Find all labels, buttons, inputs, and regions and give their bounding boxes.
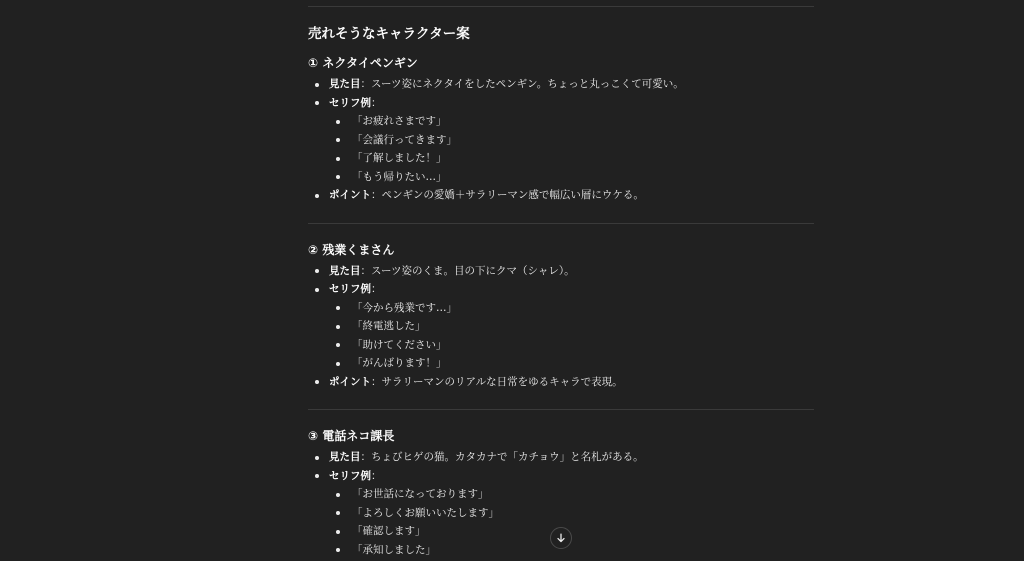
character-section-1	[308, 55, 814, 205]
quote-item: 「助けてください」	[308, 336, 814, 355]
quote-item: 「了解しました！」	[308, 149, 814, 168]
list-item	[308, 262, 814, 281]
character-section-2	[308, 242, 814, 392]
divider	[308, 223, 814, 224]
lines-label: セリフ例	[329, 96, 371, 109]
section-heading: ③ 電話ネコ課長	[308, 429, 395, 443]
look-text: ：スーツ姿にネクタイをしたペンギン。ちょっと丸っこくて可愛い。	[360, 78, 684, 90]
look-text: ：スーツ姿のくま。目の下にクマ（シャレ）。	[360, 264, 575, 277]
quote-item: 「お世話になっております」	[308, 485, 814, 504]
detail-list	[308, 262, 814, 392]
lines-colon: ：	[371, 283, 382, 295]
point-label: ポイント	[329, 189, 371, 201]
quote-item: 「今から残業です…」	[308, 299, 814, 318]
section-heading: ② 残業くまさん	[308, 242, 395, 257]
quote-item: 「よろしくお願いいたします」	[308, 504, 814, 523]
quote-item: 「会議行ってきます」	[308, 131, 814, 150]
list-item	[308, 94, 814, 113]
divider	[308, 409, 814, 410]
look-label: 見た目	[329, 451, 361, 463]
scroll-to-bottom-button[interactable]	[550, 527, 572, 549]
lines-colon: ：	[371, 96, 382, 109]
list-item	[308, 280, 814, 299]
section-heading: ① ネクタイペンギン	[308, 56, 418, 70]
lines-colon: ：	[371, 469, 382, 482]
point-label: ポイント	[329, 375, 371, 388]
quote-item: 「お疲れさまです」	[308, 112, 814, 131]
list-item	[308, 186, 814, 205]
detail-list	[308, 75, 814, 205]
quote-item: 「終電逃した」	[308, 317, 814, 336]
list-item	[308, 75, 814, 94]
list-item	[308, 467, 814, 486]
list-item	[308, 448, 814, 467]
assistant-message	[308, 0, 814, 559]
divider	[308, 6, 814, 7]
arrow-down-icon	[556, 533, 566, 543]
lines-label: セリフ例	[329, 283, 371, 295]
list-item	[308, 373, 814, 392]
look-label: 見た目	[329, 264, 361, 277]
look-label: 見た目	[329, 78, 361, 90]
quote-item: 「もう帰りたい…」	[308, 168, 814, 187]
point-text: ：ペンギンの愛嬌＋サラリーマン感で幅広い層にウケる。	[371, 189, 644, 201]
point-text: ：サラリーマンのリアルな日常をゆるキャラで表現。	[371, 375, 623, 388]
quote-item: 「確認します」	[308, 522, 814, 541]
message-title: 売れそうなキャラクター案	[308, 26, 470, 42]
look-text: ：ちょびヒゲの猫。カタカナで「カチョウ」と名札がある。	[360, 451, 644, 463]
quote-item: 「がんばります！」	[308, 354, 814, 373]
lines-label: セリフ例	[329, 469, 371, 482]
quote-item: 「承知しました」	[308, 541, 814, 560]
